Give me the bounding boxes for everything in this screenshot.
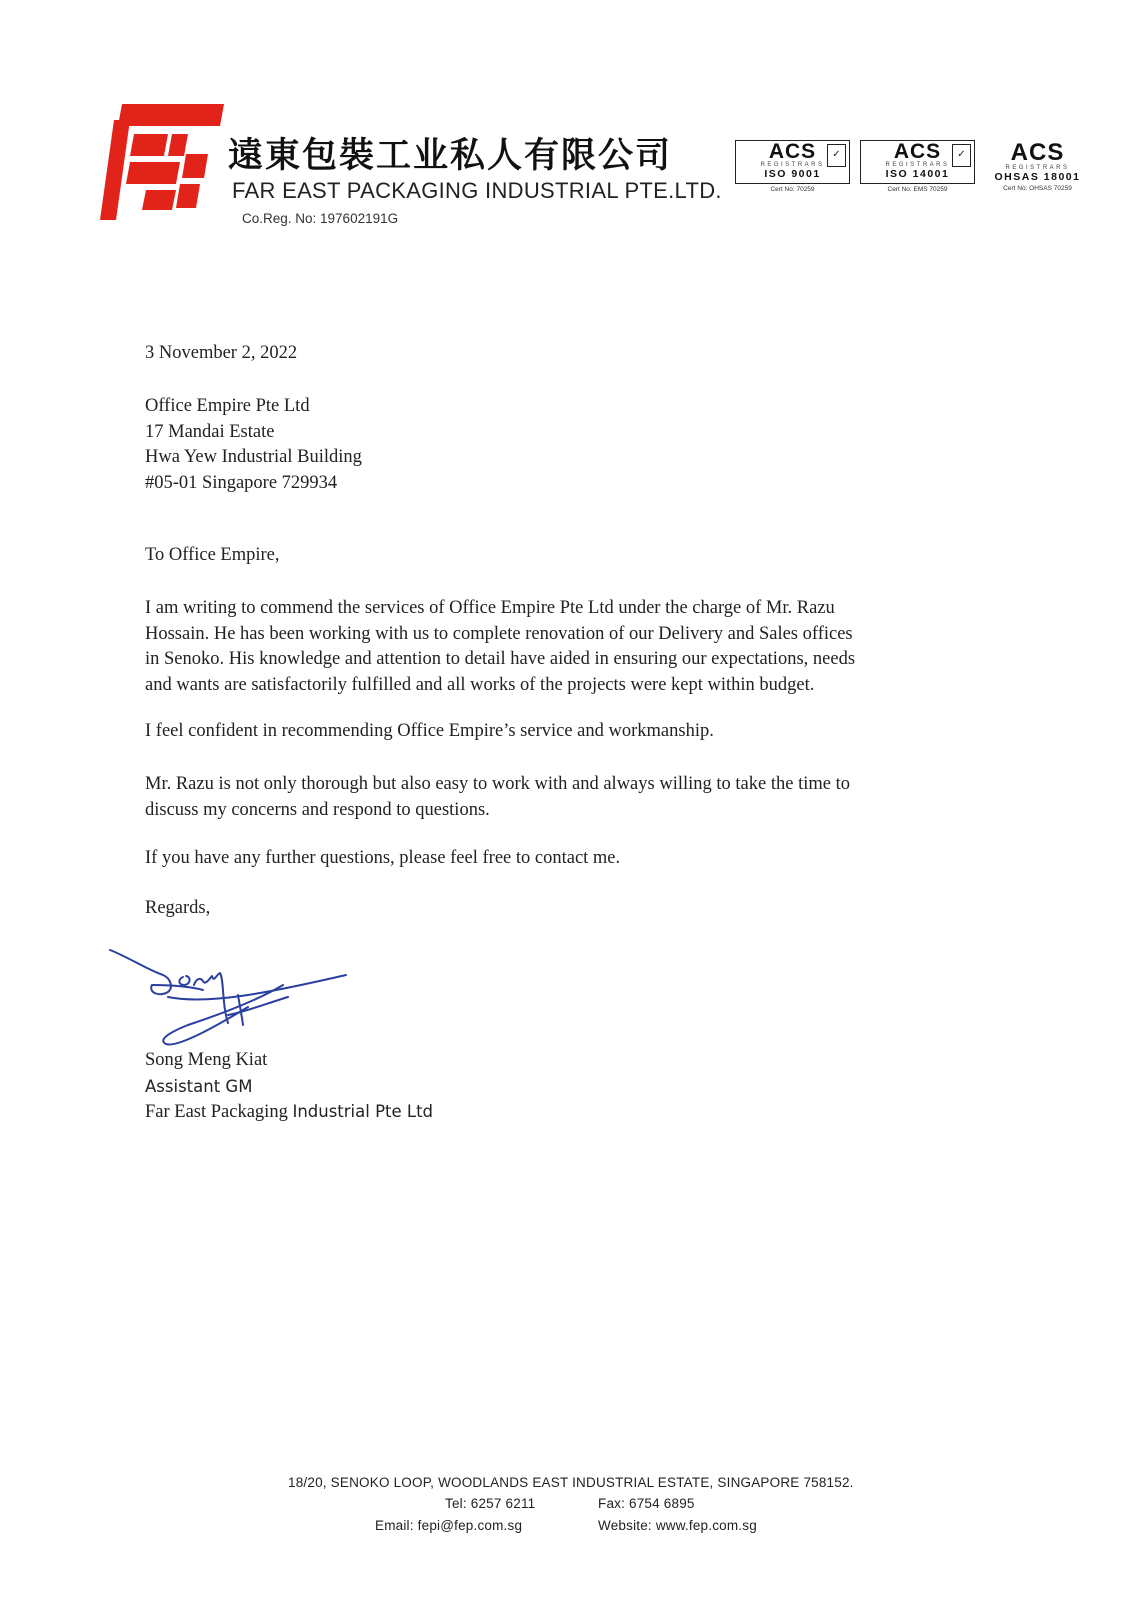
signer-title: Assistant GM — [145, 1077, 253, 1096]
signer-company-part: Far East Packaging — [145, 1102, 293, 1122]
cert-number: Cert No: 70259 — [770, 186, 815, 193]
company-registration-number: Co.Reg. No: 197602191G — [242, 211, 399, 226]
cert-registrars: REGISTRARS — [1005, 165, 1070, 171]
closing: Regards, — [145, 898, 211, 918]
cert-number: Cert No: EMS 70259 — [887, 186, 948, 193]
cert-registrars: REGISTRARS — [760, 162, 825, 168]
company-logo — [100, 104, 224, 224]
footer-telephone: Tel: 6257 6211 — [445, 1496, 536, 1511]
handwritten-signature — [108, 945, 353, 1050]
paragraph-line: in Senoko. His knowledge and attention to detail have aided in ensuring our expectations, needs — [145, 649, 856, 669]
cert-mark: ACS — [893, 140, 942, 163]
cert-number: Cert No: OHSAS 70259 — [1003, 185, 1072, 192]
cert-mark: ACS — [1010, 139, 1065, 166]
cert-standard: OHSAS 18001 — [994, 171, 1081, 183]
body-paragraph — [145, 721, 714, 742]
body-paragraph — [145, 596, 855, 698]
recipient-line: #05-01 Singapore 729934 — [145, 472, 338, 493]
iso-14001-certification-badge — [860, 140, 975, 193]
signer-company-part: Industrial Pte Ltd — [292, 1102, 434, 1121]
paragraph-line: If you have any further questions, please feel free to contact me. — [145, 848, 621, 868]
cert-standard: ISO 14001 — [885, 168, 950, 180]
recipient-address — [145, 394, 362, 496]
recipient-line: Office Empire Pte Ltd — [145, 396, 310, 416]
footer-address: 18/20, SENOKO LOOP, WOODLANDS EAST INDUSTRIAL ESTATE, SINGAPORE 758152. — [288, 1475, 854, 1490]
footer-website: Website: www.fep.com.sg — [598, 1518, 757, 1533]
body-paragraph — [145, 772, 850, 823]
crown-shield-icon: ✓ — [952, 144, 971, 167]
paragraph-line: I feel confident in recommending Office Empire’s service and workmanship. — [145, 721, 714, 741]
signer-company — [145, 1102, 433, 1123]
iso-9001-certification-badge — [735, 140, 850, 193]
paragraph-line: and wants are satisfactorily fulfilled and all works of the projects were kept within budget. — [145, 674, 815, 695]
recipient-line: Hwa Yew Industrial Building — [145, 447, 362, 467]
cert-standard: ISO 9001 — [764, 168, 821, 180]
cert-mark: ACS — [768, 140, 817, 163]
paragraph-line: I am writing to commend the services of Office Empire Pte Ltd under the charge of Mr. Razu — [145, 598, 835, 618]
crown-shield-icon: ✓ — [827, 144, 846, 167]
recipient-line: 17 Mandai Estate — [145, 421, 275, 442]
ohsas-18001-certification-badge — [985, 140, 1090, 192]
salutation: To Office Empire, — [145, 545, 280, 565]
paragraph-line: Mr. Razu is not only thorough but also easy to work with and always willing to take the time to — [145, 774, 850, 794]
paragraph-line: discuss my concerns and respond to questions. — [145, 799, 490, 820]
body-paragraph — [145, 848, 620, 869]
company-name-english: FAR EAST PACKAGING INDUSTRIAL PTE.LTD. — [232, 178, 722, 203]
footer-email: Email: fepi@fep.com.sg — [375, 1518, 523, 1533]
footer-fax: Fax: 6754 6895 — [598, 1496, 695, 1511]
company-name-chinese: 遠東包裝工业私人有限公司 — [228, 135, 673, 176]
signer-name: Song Meng Kiat — [145, 1050, 268, 1070]
letter-date: 3 November 2, 2022 — [145, 343, 298, 363]
paragraph-line: Hossain. He has been working with us to complete renovation of our Delivery and Sales offices — [145, 623, 853, 644]
cert-registrars: REGISTRARS — [885, 162, 950, 168]
